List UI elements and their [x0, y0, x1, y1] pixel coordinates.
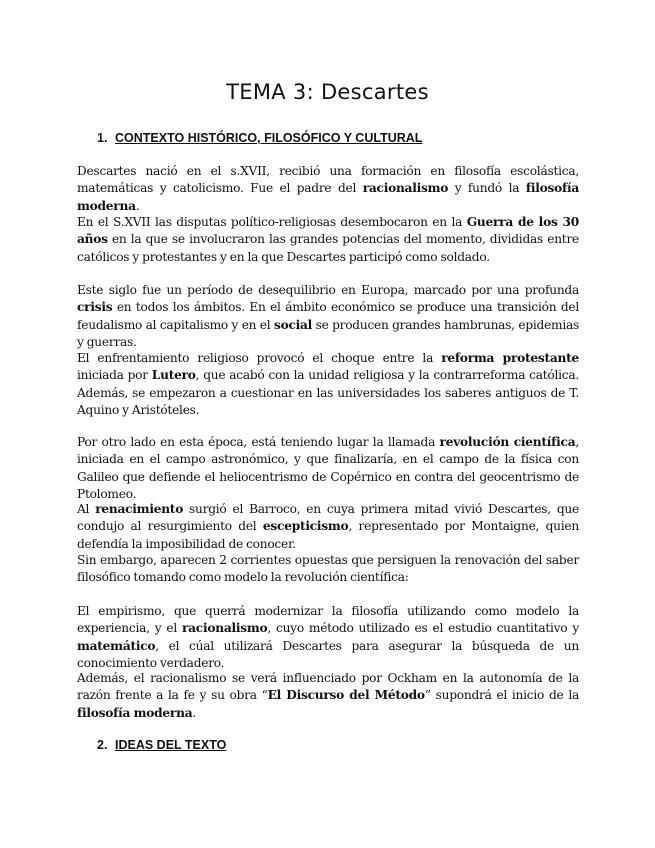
section-heading-2: [97, 738, 226, 752]
paragraph: [77, 603, 579, 673]
paragraph: [77, 350, 579, 420]
bold-term: reforma protestante: [441, 351, 580, 365]
bold-term: filosofía moderna: [77, 181, 579, 213]
text-run: Por otro lado en esta época, está teniendo lugar la llamada: [77, 435, 440, 449]
text-run: Sin embargo, aparecen 2 corrientes opuestas que persiguen la renovación del saber filosófico tomando como modelo la revolución científica:: [77, 553, 579, 585]
bold-term: renacimiento: [95, 502, 184, 516]
text-run: y fundó la: [448, 181, 526, 196]
text-run: .: [135, 198, 140, 213]
text-run: surgió el Barroco, en cuya primera mitad vivió Descartes, que condujo al resurgimiento del: [77, 502, 579, 534]
text-run: , iniciada en el campo astronómico, y que finalizaría, en el campo de la física con Galileo que defiende el heliocentrismo de Copérnico en contra del geocentrismo de Ptolomeo.: [77, 435, 579, 502]
bold-term: crisis: [77, 300, 113, 315]
bold-term: Lutero: [151, 368, 196, 383]
paragraph: [77, 214, 579, 266]
section-heading-text: IDEAS DEL TEXTO: [115, 738, 227, 752]
text-run: iniciada por: [77, 368, 152, 383]
section-heading-1: [97, 131, 422, 145]
text-run: se producen grandes hambrunas, epidemias y guerras.: [77, 317, 580, 350]
text-run: Además, el racionalismo se verá influenciado por Ockham en la autonomía de la razón frente a la fe y su obra “: [77, 671, 579, 703]
text-run: El enfrentamiento religioso provocó el choque entre la: [77, 351, 442, 365]
text-run: ” supondrá el inicio de la: [424, 688, 579, 703]
section-heading-text: CONTEXTO HISTÓRICO, FILOSÓFICO Y CULTURAL: [115, 131, 423, 145]
paragraph: [77, 282, 579, 352]
text-run: Descartes nació en el s.XVII, recibió una formación en filosofía escolástica, matemáticas y catolicismo. Fue el padre del: [77, 164, 579, 196]
section-number: 2.: [97, 738, 108, 752]
page-title: TEMA 3: Descartes: [226, 80, 429, 104]
bold-term: El Discurso del Método: [267, 688, 425, 703]
text-run: El empirismo, que querrá modernizar la filosofía utilizando como modelo la experiencia, y el: [77, 604, 579, 636]
bold-term: social: [273, 317, 313, 332]
text-run: , representado por Montaigne, quien defendía la imposibilidad de conocer.: [77, 519, 579, 551]
bold-term: Guerra de los 30 años: [77, 215, 579, 247]
paragraph: [77, 552, 579, 587]
text-run: en todos los ámbitos. En el ámbito económico se produce una transición del feudalismo al capitalismo y en el: [77, 300, 579, 332]
text-run: , cuyo método utilizado es el estudio cuantitativo y: [267, 621, 580, 636]
bold-term: revolución científica: [439, 435, 576, 449]
paragraph: [77, 501, 579, 553]
text-run: en la que se involucraron las grandes potencias del momento, divididas entre católicos y protestantes y en la que Descartes participó como soldado.: [77, 232, 579, 264]
text-run: .: [192, 705, 196, 720]
paragraph: [77, 163, 579, 215]
bold-term: racionalismo: [181, 621, 268, 636]
bold-term: escepticismo: [262, 519, 349, 534]
text-run: En el S.XVII las disputas político-religiosas desembocaron en la: [77, 215, 467, 229]
bold-term: filosofía moderna: [77, 705, 193, 720]
paragraph: [77, 670, 579, 722]
text-run: , el cúal utilizará Descartes para asegurar la búsqueda de un conocimiento verdadero.: [77, 638, 579, 671]
section-number: 1.: [97, 131, 108, 145]
bold-term: racionalismo: [362, 181, 449, 196]
paragraph: [77, 434, 579, 504]
text-run: , que acabó con la unidad religiosa y la contrarreforma católica. Además, se empezaron a cuestionar en las universidades los saberes antiguos de T. Aquino y Aristóteles.: [77, 368, 579, 418]
text-run: Este siglo fue un período de desequilibrio en Europa, marcado por una profunda: [77, 283, 579, 297]
text-run: Al: [77, 502, 96, 516]
bold-term: matemático: [77, 638, 156, 653]
